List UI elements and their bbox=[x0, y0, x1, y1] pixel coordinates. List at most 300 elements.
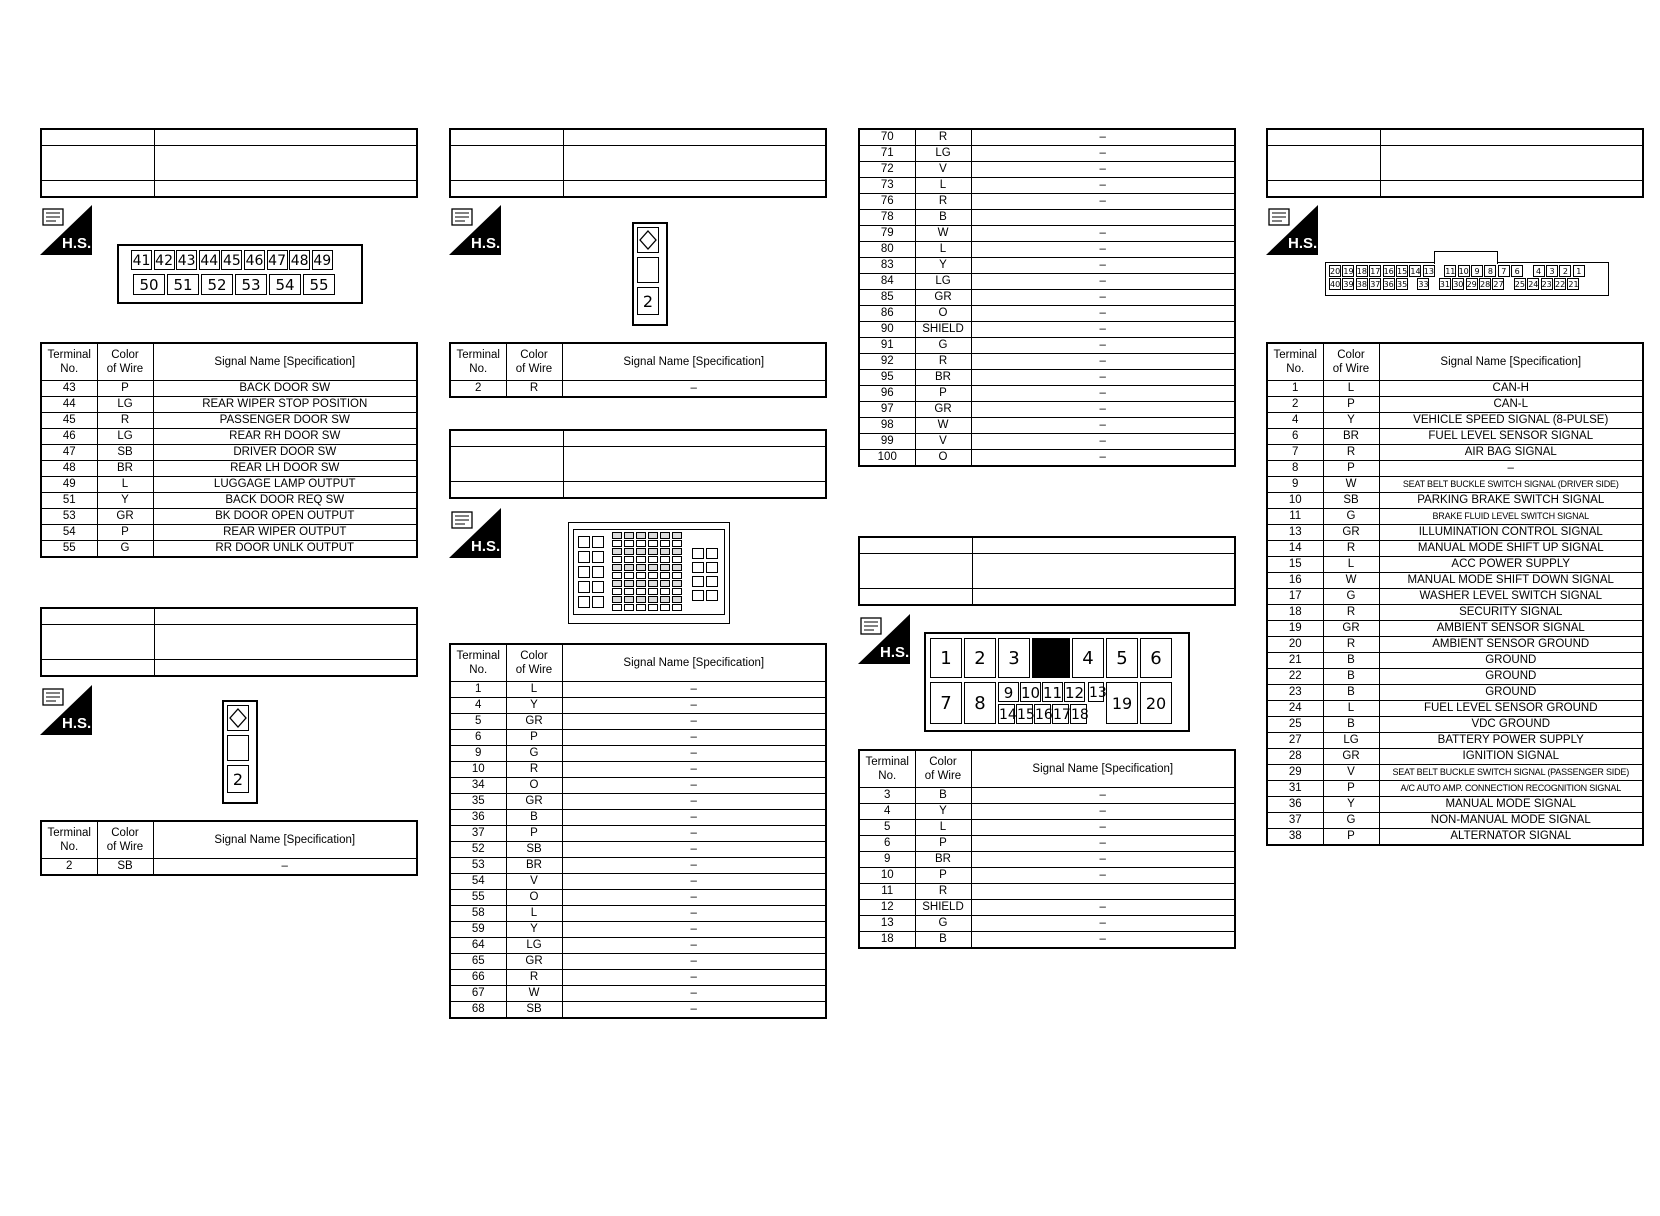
connector-name-value bbox=[973, 554, 1236, 589]
connector-e105-housing bbox=[573, 529, 725, 615]
table-row bbox=[450, 810, 826, 826]
signal-cell: ALTERNATOR SIGNAL bbox=[1379, 829, 1643, 846]
signal-cell: GROUND bbox=[1379, 669, 1643, 685]
pin-cell bbox=[660, 580, 670, 587]
terminal-cell: 46 bbox=[41, 429, 97, 445]
table-row bbox=[1267, 445, 1643, 461]
terminal-cell: 49 bbox=[41, 477, 97, 493]
harness-side-icon bbox=[1266, 205, 1318, 255]
signal-cell: – bbox=[1379, 461, 1643, 477]
table-row bbox=[859, 178, 1235, 194]
signal-cell: – bbox=[971, 290, 1235, 306]
pin-cell bbox=[612, 580, 622, 587]
terminal-cell: 90 bbox=[859, 322, 915, 338]
terminal-cell: 28 bbox=[1267, 749, 1323, 765]
color-cell: G bbox=[1323, 813, 1379, 829]
terminal-cell: 38 bbox=[1267, 829, 1323, 846]
table-row bbox=[859, 386, 1235, 402]
color-cell: GR bbox=[915, 402, 971, 418]
terminal-cell: 59 bbox=[450, 922, 506, 938]
color-cell: Y bbox=[915, 258, 971, 274]
pin-cell bbox=[648, 604, 658, 611]
signal-cell: REAR WIPER OUTPUT bbox=[153, 525, 417, 541]
table-row bbox=[41, 413, 417, 429]
hs-label: H.S. bbox=[471, 538, 501, 555]
pin-cell: 49 bbox=[312, 250, 333, 270]
color-cell: SHIELD bbox=[915, 322, 971, 338]
color-cell: V bbox=[506, 874, 562, 890]
pin-cell: 23 bbox=[1541, 280, 1552, 289]
pin-cell bbox=[660, 556, 670, 563]
signal-cell: BK DOOR OPEN OUTPUT bbox=[153, 509, 417, 525]
signal-cell: – bbox=[971, 788, 1235, 804]
pin-cell: 38 bbox=[1356, 280, 1367, 289]
pin-cell bbox=[636, 532, 646, 539]
label-connector-no bbox=[450, 129, 564, 146]
signal-cell: PARKING BRAKE SWITCH SIGNAL bbox=[1379, 493, 1643, 509]
connector-no-value bbox=[155, 608, 418, 625]
pin-cell: 2 bbox=[227, 765, 249, 793]
pin-cell bbox=[706, 576, 718, 587]
pin-cell: 1 bbox=[1573, 265, 1585, 277]
signal-cell: ILLUMINATION CONTROL SIGNAL bbox=[1379, 525, 1643, 541]
pin-cell bbox=[612, 532, 622, 539]
table-row bbox=[41, 397, 417, 413]
header-terminal: Terminal No. bbox=[47, 349, 91, 375]
table-row bbox=[450, 381, 826, 398]
table-row bbox=[41, 541, 417, 558]
terminal-cell: 27 bbox=[1267, 733, 1323, 749]
color-cell: P bbox=[506, 730, 562, 746]
pin-cell bbox=[692, 590, 704, 601]
terminal-cell: 85 bbox=[859, 290, 915, 306]
color-cell: G bbox=[1323, 509, 1379, 525]
pin-cell: 53 bbox=[235, 274, 267, 295]
table-row bbox=[1267, 381, 1643, 397]
pin-cell bbox=[624, 588, 634, 595]
terminal-cell: 95 bbox=[859, 370, 915, 386]
color-cell: W bbox=[915, 418, 971, 434]
pin-cell bbox=[692, 562, 704, 573]
pin-cell bbox=[672, 588, 682, 595]
table-row bbox=[859, 418, 1235, 434]
color-cell: R bbox=[915, 194, 971, 210]
harness-side-icon bbox=[858, 614, 910, 664]
terminal-cell: 76 bbox=[859, 194, 915, 210]
pin-cell bbox=[624, 540, 634, 547]
pin-cell: 54 bbox=[269, 274, 301, 295]
terminal-cell: 99 bbox=[859, 434, 915, 450]
color-cell: W bbox=[1323, 477, 1379, 493]
signal-cell: FUEL LEVEL SENSOR SIGNAL bbox=[1379, 429, 1643, 445]
table-row bbox=[859, 226, 1235, 242]
color-cell: B bbox=[915, 788, 971, 804]
pin-cell: 29 bbox=[1466, 280, 1477, 289]
terminal-cell: 22 bbox=[1267, 669, 1323, 685]
terminal-cell: 31 bbox=[1267, 781, 1323, 797]
table-row bbox=[450, 682, 826, 698]
pin-cell: 35 bbox=[1397, 280, 1408, 289]
pin-cell: 42 bbox=[154, 250, 175, 270]
color-cell: B bbox=[1323, 669, 1379, 685]
color-cell: LG bbox=[97, 397, 153, 413]
pin-cell bbox=[578, 596, 590, 608]
connector-name-value bbox=[564, 146, 827, 181]
pin-cell: 16 bbox=[1383, 267, 1394, 276]
table-row bbox=[450, 938, 826, 954]
terminal-cell: 14 bbox=[1267, 541, 1323, 557]
pin-cell bbox=[660, 548, 670, 555]
connector-b49-info bbox=[449, 128, 827, 198]
label-connector-no bbox=[859, 537, 973, 554]
connector-no-value bbox=[155, 129, 418, 146]
terminal-cell: 73 bbox=[859, 178, 915, 194]
pin-cell: 33 bbox=[1418, 280, 1429, 289]
signal-cell: – bbox=[971, 178, 1235, 194]
table-row bbox=[450, 842, 826, 858]
terminal-cell: 15 bbox=[1267, 557, 1323, 573]
color-cell: R bbox=[506, 762, 562, 778]
signal-cell: REAR WIPER STOP POSITION bbox=[153, 397, 417, 413]
color-cell: P bbox=[915, 868, 971, 884]
table-row bbox=[450, 698, 826, 714]
color-cell: Y bbox=[1323, 797, 1379, 813]
table-row bbox=[450, 746, 826, 762]
signal-cell: – bbox=[153, 859, 417, 876]
connector-b10-face bbox=[117, 244, 363, 304]
signal-cell: – bbox=[971, 370, 1235, 386]
table-row bbox=[41, 493, 417, 509]
signal-cell: – bbox=[971, 162, 1235, 178]
terminal-cell: 2 bbox=[1267, 397, 1323, 413]
terminal-cell: 96 bbox=[859, 386, 915, 402]
table-row bbox=[1267, 749, 1643, 765]
terminal-cell: 6 bbox=[859, 836, 915, 852]
signal-cell: – bbox=[562, 906, 826, 922]
pin-cell bbox=[636, 548, 646, 555]
pin-cell bbox=[660, 588, 670, 595]
color-cell: P bbox=[1323, 461, 1379, 477]
connector-m34-latch bbox=[1434, 251, 1498, 264]
terminal-cell: 8 bbox=[1267, 461, 1323, 477]
pin-cell bbox=[1032, 638, 1070, 678]
header-color: Color of Wire bbox=[515, 349, 553, 375]
terminal-cell: 53 bbox=[450, 858, 506, 874]
pin-cell bbox=[672, 548, 682, 555]
color-cell: BR bbox=[915, 852, 971, 868]
terminal-cell: 11 bbox=[859, 884, 915, 900]
signal-cell: – bbox=[562, 890, 826, 906]
terminal-cell: 68 bbox=[450, 1002, 506, 1019]
pin-cell bbox=[227, 705, 249, 731]
color-cell: W bbox=[915, 226, 971, 242]
pin-cell bbox=[648, 580, 658, 587]
color-cell: R bbox=[506, 970, 562, 986]
label-connector-name bbox=[41, 625, 155, 660]
pin-cell: 13 bbox=[1423, 267, 1434, 276]
pin-cell bbox=[672, 580, 682, 587]
pin-cell bbox=[592, 536, 604, 548]
terminal-cell: 2 bbox=[41, 859, 97, 876]
color-cell: LG bbox=[1323, 733, 1379, 749]
signal-table-m23 bbox=[858, 749, 1236, 949]
pin-cell bbox=[636, 580, 646, 587]
signal-cell: – bbox=[971, 226, 1235, 242]
signal-cell: – bbox=[562, 794, 826, 810]
pin-cell bbox=[612, 548, 622, 555]
color-cell: LG bbox=[506, 938, 562, 954]
pin-cell bbox=[636, 556, 646, 563]
signal-cell: PASSENGER DOOR SW bbox=[153, 413, 417, 429]
color-cell: L bbox=[1323, 701, 1379, 717]
pin-cell: 36 bbox=[1383, 280, 1394, 289]
signal-cell: – bbox=[971, 354, 1235, 370]
signal-cell: – bbox=[562, 682, 826, 698]
color-cell: LG bbox=[97, 429, 153, 445]
color-cell: L bbox=[506, 906, 562, 922]
terminal-cell: 1 bbox=[450, 682, 506, 698]
table-row bbox=[450, 906, 826, 922]
table-row bbox=[1267, 685, 1643, 701]
terminal-cell: 10 bbox=[859, 868, 915, 884]
label-connector-no bbox=[41, 608, 155, 625]
table-row bbox=[450, 778, 826, 794]
pin-cell: 25 bbox=[1514, 280, 1525, 289]
signal-cell: – bbox=[562, 746, 826, 762]
color-cell: GR bbox=[915, 290, 971, 306]
pin-cell: 28 bbox=[1480, 280, 1491, 289]
pin-cell bbox=[660, 540, 670, 547]
terminal-cell: 64 bbox=[450, 938, 506, 954]
signal-cell: – bbox=[562, 858, 826, 874]
pin-cell bbox=[672, 540, 682, 547]
color-cell: O bbox=[506, 778, 562, 794]
pin-cell bbox=[227, 735, 249, 761]
pin-cell bbox=[706, 590, 718, 601]
table-row bbox=[1267, 797, 1643, 813]
connector-no-value bbox=[564, 430, 827, 447]
pin-cell: 24 bbox=[1528, 280, 1539, 289]
terminal-cell: 65 bbox=[450, 954, 506, 970]
pin-cell: 9 bbox=[1471, 265, 1483, 277]
signal-cell: GROUND bbox=[1379, 685, 1643, 701]
pin-cell bbox=[660, 604, 670, 611]
pin-cell bbox=[660, 596, 670, 603]
signal-cell: – bbox=[971, 820, 1235, 836]
pin-cell bbox=[612, 588, 622, 595]
table-row bbox=[1267, 765, 1643, 781]
pin-cell bbox=[648, 540, 658, 547]
table-row bbox=[450, 714, 826, 730]
pin-cell bbox=[637, 227, 659, 253]
pin-cell: 47 bbox=[267, 250, 288, 270]
color-cell: BR bbox=[97, 461, 153, 477]
harness-side-icon bbox=[40, 685, 92, 735]
signal-cell: VDC GROUND bbox=[1379, 717, 1643, 733]
color-cell: P bbox=[1323, 829, 1379, 846]
signal-cell: WASHER LEVEL SWITCH SIGNAL bbox=[1379, 589, 1643, 605]
color-cell: P bbox=[915, 386, 971, 402]
signal-cell: – bbox=[971, 804, 1235, 820]
table-row bbox=[450, 922, 826, 938]
signal-cell: – bbox=[971, 386, 1235, 402]
terminal-cell: 35 bbox=[450, 794, 506, 810]
table-row bbox=[1267, 733, 1643, 749]
table-row bbox=[1267, 509, 1643, 525]
table-row bbox=[41, 477, 417, 493]
pin-cell: 17 bbox=[1370, 267, 1381, 276]
connector-type-value bbox=[1381, 181, 1644, 198]
color-cell: Y bbox=[97, 493, 153, 509]
terminal-cell: 24 bbox=[1267, 701, 1323, 717]
pin-cell: 30 bbox=[1453, 280, 1464, 289]
connector-b10-info bbox=[40, 128, 418, 198]
pin-cell bbox=[636, 540, 646, 547]
table-row bbox=[859, 258, 1235, 274]
pin-cell: 6 bbox=[1511, 265, 1523, 277]
signal-cell: BRAKE FLUID LEVEL SWITCH SIGNAL bbox=[1379, 509, 1643, 525]
signal-cell: – bbox=[562, 954, 826, 970]
terminal-cell: 4 bbox=[1267, 413, 1323, 429]
color-cell: P bbox=[506, 826, 562, 842]
table-row bbox=[450, 1002, 826, 1019]
color-cell: GR bbox=[1323, 749, 1379, 765]
pin-cell: 15 bbox=[1016, 704, 1033, 724]
connector-name-value bbox=[564, 447, 827, 482]
signal-cell: – bbox=[971, 306, 1235, 322]
signal-cell: – bbox=[562, 842, 826, 858]
pin-cell bbox=[624, 580, 634, 587]
terminal-cell: 9 bbox=[859, 852, 915, 868]
pin-cell bbox=[578, 566, 590, 578]
signal-cell: – bbox=[971, 900, 1235, 916]
table-row bbox=[859, 868, 1235, 884]
pin-cell: 18 bbox=[1356, 267, 1367, 276]
terminal-cell: 54 bbox=[41, 525, 97, 541]
signal-cell: AMBIENT SENSOR SIGNAL bbox=[1379, 621, 1643, 637]
table-row bbox=[1267, 637, 1643, 653]
color-cell: P bbox=[1323, 781, 1379, 797]
color-cell: LG bbox=[915, 146, 971, 162]
table-row bbox=[1267, 605, 1643, 621]
terminal-cell: 100 bbox=[859, 450, 915, 467]
color-cell: BR bbox=[1323, 429, 1379, 445]
label-connector-name bbox=[450, 447, 564, 482]
terminal-cell: 83 bbox=[859, 258, 915, 274]
pin-cell bbox=[624, 548, 634, 555]
terminal-cell: 9 bbox=[1267, 477, 1323, 493]
terminal-cell: 4 bbox=[450, 698, 506, 714]
label-connector-type bbox=[1267, 181, 1381, 198]
terminal-cell: 45 bbox=[41, 413, 97, 429]
header-signal: Signal Name [Specification] bbox=[1032, 763, 1174, 775]
pin-cell: 39 bbox=[1343, 280, 1354, 289]
pin-cell: 5 bbox=[1106, 638, 1138, 678]
pin-cell bbox=[624, 596, 634, 603]
table-row bbox=[859, 450, 1235, 467]
terminal-cell: 80 bbox=[859, 242, 915, 258]
table-row bbox=[859, 836, 1235, 852]
pin-cell: 46 bbox=[244, 250, 265, 270]
signal-cell: – bbox=[971, 338, 1235, 354]
terminal-cell: 36 bbox=[1267, 797, 1323, 813]
signal-cell: – bbox=[971, 194, 1235, 210]
hs-label: H.S. bbox=[1288, 235, 1318, 252]
table-row bbox=[41, 461, 417, 477]
pin-cell bbox=[672, 604, 682, 611]
color-cell: Y bbox=[506, 922, 562, 938]
pin-cell bbox=[648, 572, 658, 579]
table-row bbox=[1267, 477, 1643, 493]
connector-type-value bbox=[155, 660, 418, 677]
pin-cell bbox=[612, 596, 622, 603]
color-cell: SB bbox=[1323, 493, 1379, 509]
harness-side-icon bbox=[449, 508, 501, 558]
pin-cell bbox=[612, 556, 622, 563]
table-row bbox=[859, 354, 1235, 370]
color-cell: SB bbox=[506, 842, 562, 858]
signal-cell: – bbox=[971, 916, 1235, 932]
pin-cell: 13 bbox=[1088, 682, 1104, 702]
terminal-cell: 91 bbox=[859, 338, 915, 354]
connector-b49-face bbox=[632, 222, 668, 326]
terminal-cell: 36 bbox=[450, 810, 506, 826]
table-row bbox=[859, 804, 1235, 820]
header-color: Color of Wire bbox=[106, 349, 144, 375]
connector-name-value bbox=[1381, 146, 1644, 181]
pin-cell: 11 bbox=[1043, 684, 1063, 702]
pin-cell: 17 bbox=[1052, 704, 1069, 724]
signal-table-b49 bbox=[449, 342, 827, 398]
table-row bbox=[859, 932, 1235, 949]
signal-cell: SECURITY SIGNAL bbox=[1379, 605, 1643, 621]
terminal-cell: 16 bbox=[1267, 573, 1323, 589]
color-cell: R bbox=[915, 884, 971, 900]
signal-table-m34 bbox=[1266, 342, 1644, 846]
terminal-cell: 19 bbox=[1267, 621, 1323, 637]
terminal-cell: 47 bbox=[41, 445, 97, 461]
label-connector-name bbox=[41, 146, 155, 181]
color-cell: BR bbox=[915, 370, 971, 386]
signal-cell: NON-MANUAL MODE SIGNAL bbox=[1379, 813, 1643, 829]
color-cell: G bbox=[915, 338, 971, 354]
connector-type-value bbox=[564, 482, 827, 499]
signal-cell: – bbox=[971, 450, 1235, 467]
table-row bbox=[450, 730, 826, 746]
signal-cell: MANUAL MODE SHIFT UP SIGNAL bbox=[1379, 541, 1643, 557]
table-row bbox=[450, 890, 826, 906]
pin-cell bbox=[692, 576, 704, 587]
pin-cell: 8 bbox=[964, 682, 996, 724]
label-connector-type bbox=[41, 660, 155, 677]
label-connector-no bbox=[450, 430, 564, 447]
table-row bbox=[1267, 717, 1643, 733]
color-cell: P bbox=[97, 381, 153, 397]
pin-cell bbox=[578, 581, 590, 593]
pin-cell bbox=[672, 532, 682, 539]
table-row bbox=[859, 884, 1235, 900]
terminal-cell: 34 bbox=[450, 778, 506, 794]
header-signal: Signal Name [Specification] bbox=[214, 356, 356, 368]
signal-table-e105-continued bbox=[858, 128, 1236, 467]
signal-cell: IGNITION SIGNAL bbox=[1379, 749, 1643, 765]
color-cell: P bbox=[1323, 397, 1379, 413]
table-row bbox=[1267, 669, 1643, 685]
pin-cell: 10 bbox=[1458, 267, 1469, 276]
signal-cell: – bbox=[562, 762, 826, 778]
signal-cell: – bbox=[971, 322, 1235, 338]
pin-cell bbox=[636, 588, 646, 595]
